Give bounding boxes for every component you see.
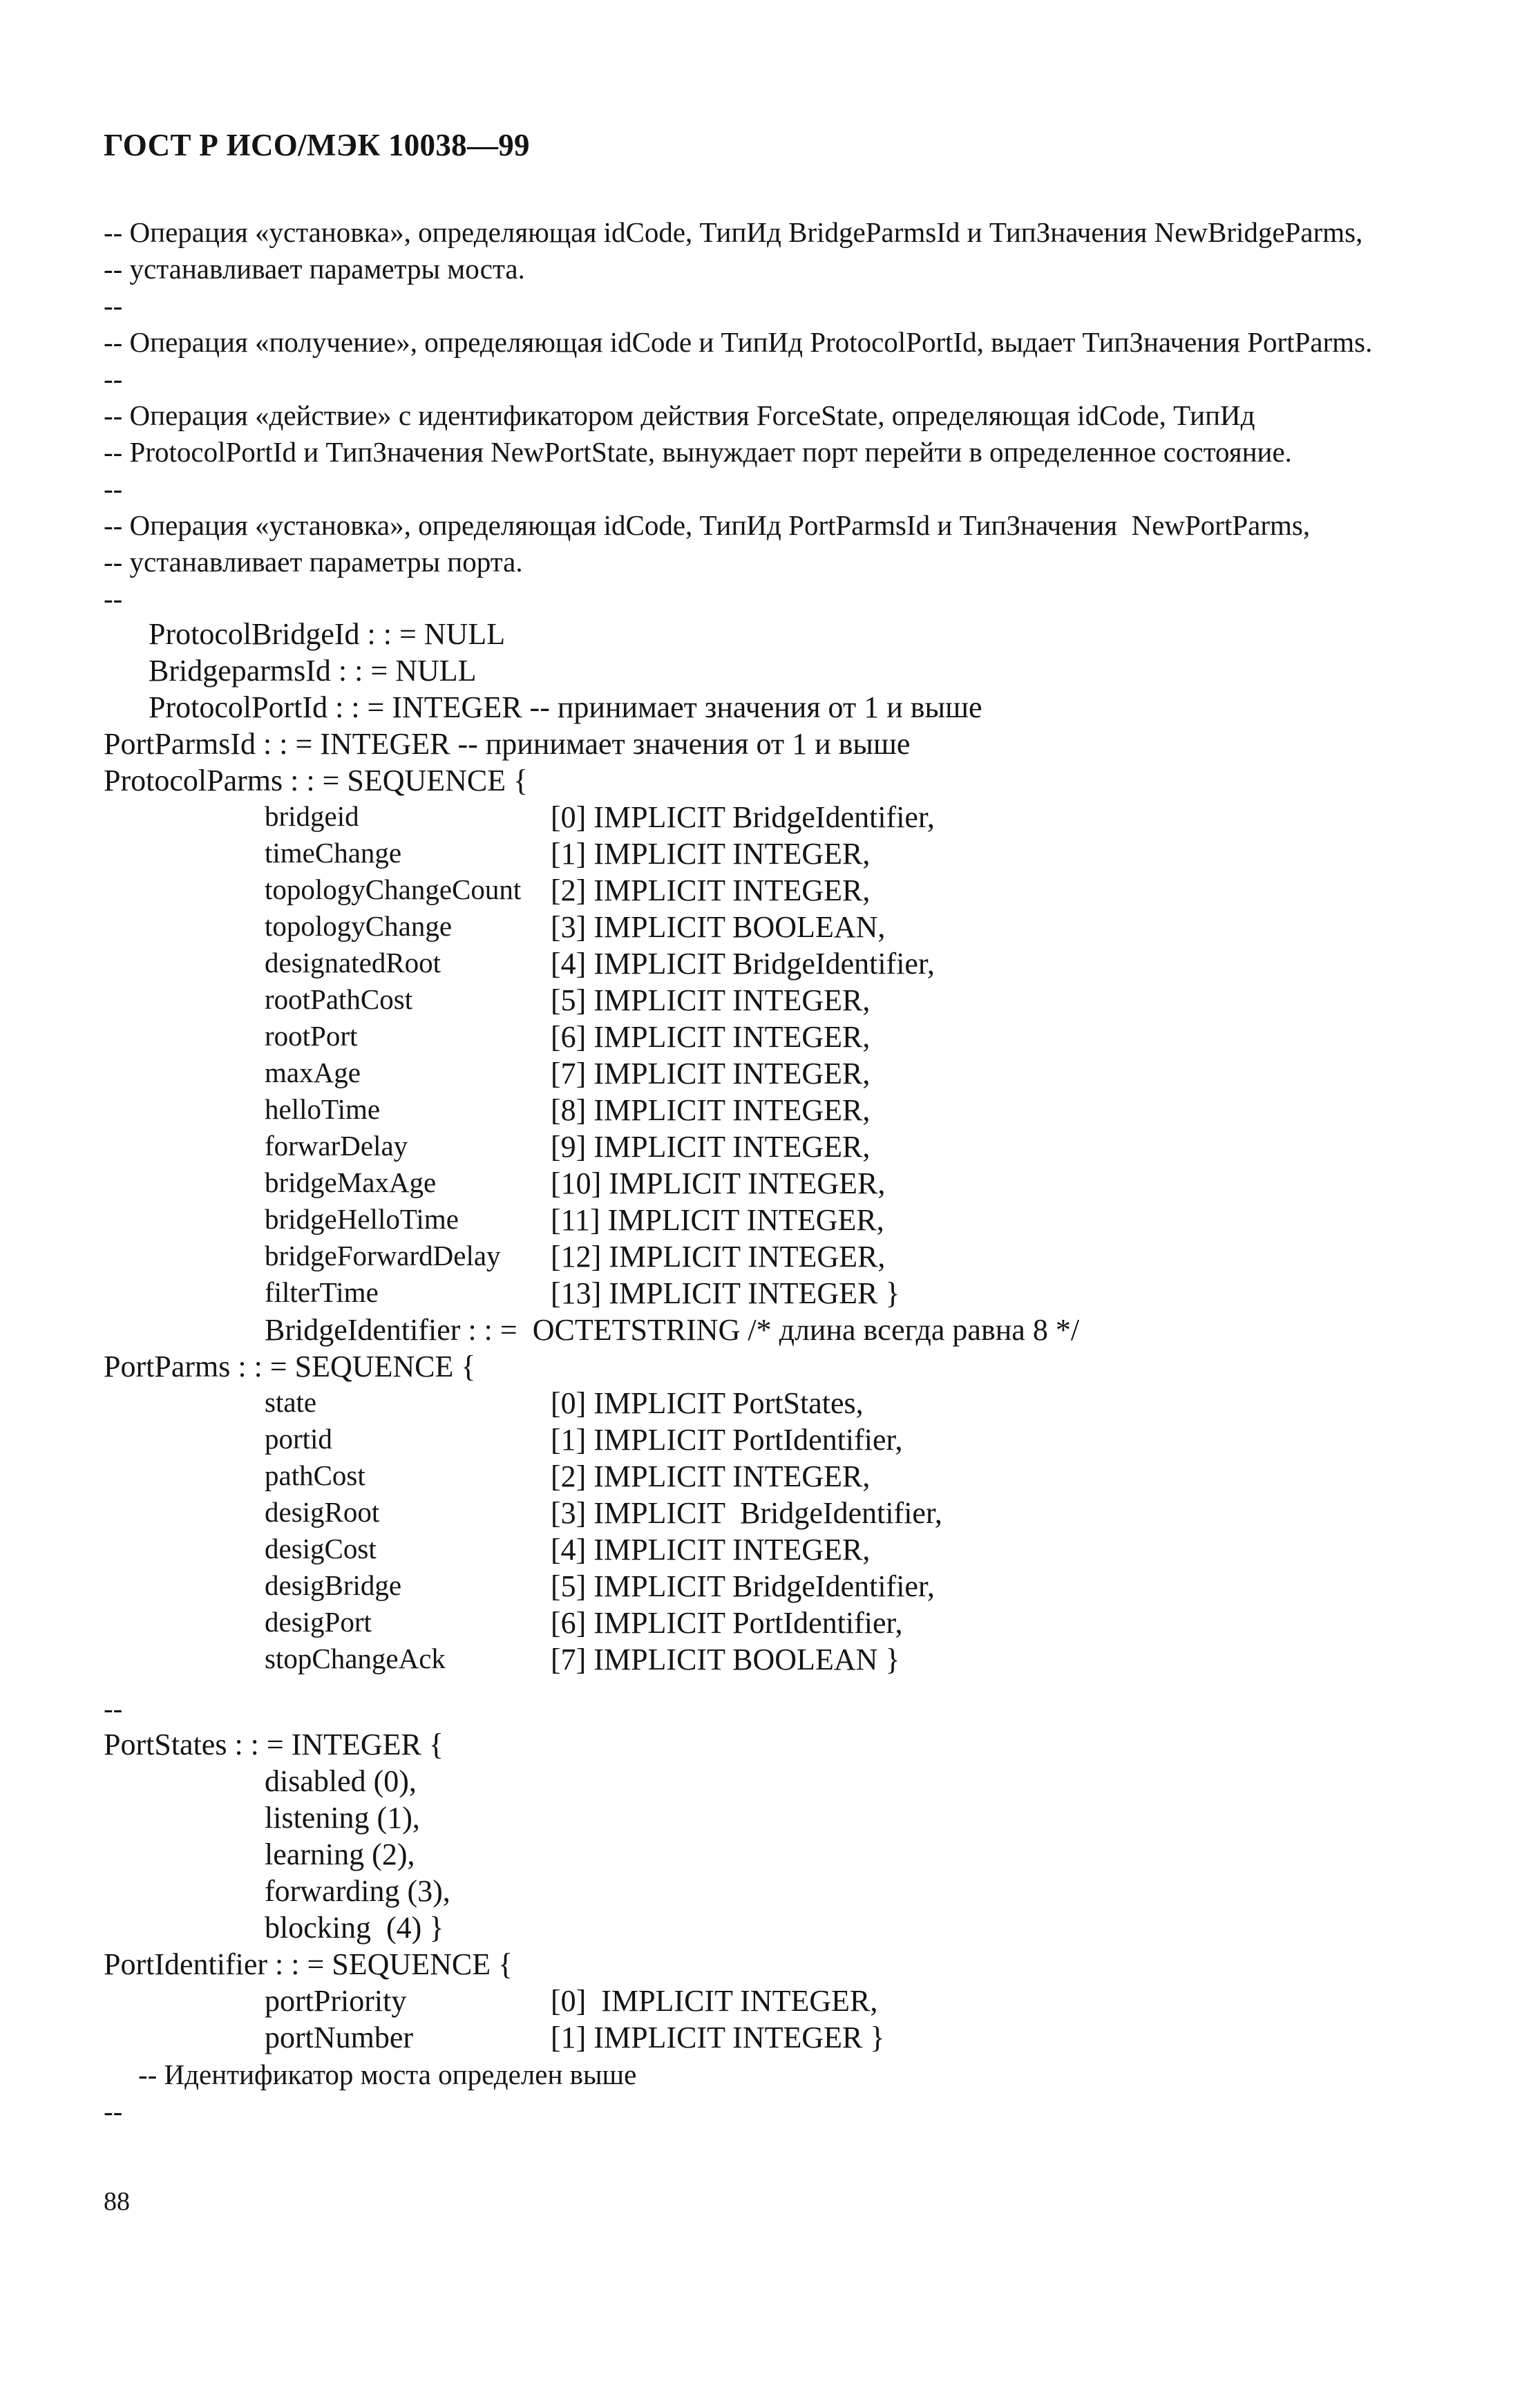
field-name: portid xyxy=(265,1423,332,1455)
comment-line: -- Операция «установка», определяющая idCode, ТипИд PortParmsId и ТипЗначения NewPortParms, xyxy=(104,509,1311,541)
field-row xyxy=(0,1459,1540,1495)
field-name: state xyxy=(265,1386,317,1418)
field-row xyxy=(0,1202,1540,1238)
field-spec: [6] IMPLICIT PortIdentifier, xyxy=(551,1606,903,1640)
field-spec: [7] IMPLICIT BOOLEAN } xyxy=(551,1643,900,1676)
field-spec: [4] IMPLICIT INTEGER, xyxy=(551,1533,871,1567)
port-state-value: forwarding (3), xyxy=(265,1874,450,1908)
decl-protocol-port-id: ProtocolPortId : : = INTEGER -- принимает значения от 1 и выше xyxy=(149,690,982,724)
field-spec: [1] IMPLICIT INTEGER, xyxy=(551,837,871,871)
field-row xyxy=(0,2020,1540,2056)
comment-line: -- Операция «действие» с идентификатором действия ForceState, определяющая idCode, ТипИд xyxy=(104,399,1255,431)
field-name: portPriority xyxy=(265,1984,407,2018)
field-name: desigRoot xyxy=(265,1496,380,1528)
field-row xyxy=(0,1422,1540,1458)
field-row xyxy=(0,1386,1540,1421)
separator-comment: -- xyxy=(104,2095,123,2127)
comment-line: -- Операция «получение», определяющая idCode и ТипИд ProtocolPortId, выдает ТипЗначения PortParms. xyxy=(104,326,1373,358)
field-name: rootPort xyxy=(265,1020,358,1052)
decl-protocol-parms: ProtocolParms : : = SEQUENCE { xyxy=(104,764,529,797)
field-name: timeChange xyxy=(265,837,402,869)
field-name: desigPort xyxy=(265,1606,372,1638)
field-spec: [0] IMPLICIT INTEGER, xyxy=(551,1984,878,2018)
field-name: forwarDelay xyxy=(265,1130,408,1162)
closing-comment: -- Идентификатор моста определен выше xyxy=(138,2059,637,2090)
decl-bridge-identifier: BridgeIdentifier : : = OCTETSTRING /* длина всегда равна 8 */ xyxy=(265,1313,1080,1347)
decl-port-parms-id: PortParmsId : : = INTEGER -- принимает значения от 1 и выше xyxy=(104,727,911,761)
field-row xyxy=(0,800,1540,835)
field-row xyxy=(0,946,1540,982)
field-name: topologyChangeCount xyxy=(265,873,522,905)
separator-comment: -- xyxy=(104,1692,123,1724)
field-name: bridgeid xyxy=(265,800,359,832)
comment-line: -- xyxy=(104,290,123,321)
port-state-value: blocking (4) } xyxy=(265,1911,444,1945)
field-spec: [3] IMPLICIT BridgeIdentifier, xyxy=(551,1496,942,1530)
field-name: filterTime xyxy=(265,1276,379,1308)
field-name: helloTime xyxy=(265,1093,381,1125)
decl-protocol-bridge-id: ProtocolBridgeId : : = NULL xyxy=(149,617,506,651)
field-row xyxy=(0,1093,1540,1128)
field-spec: [11] IMPLICIT INTEGER, xyxy=(551,1203,884,1237)
field-name: stopChangeAck xyxy=(265,1643,446,1674)
field-spec: [10] IMPLICIT INTEGER, xyxy=(551,1166,886,1200)
field-name: rootPathCost xyxy=(265,983,413,1015)
comment-line: -- ProtocolPortId и ТипЗначения NewPortState, вынуждает порт перейти в определенное состояние. xyxy=(104,436,1292,468)
field-row xyxy=(0,1642,1540,1678)
field-spec: [1] IMPLICIT INTEGER } xyxy=(551,2021,885,2054)
port-state-value: disabled (0), xyxy=(265,1764,417,1798)
field-spec: [0] IMPLICIT PortStates, xyxy=(551,1386,864,1420)
field-row xyxy=(0,1166,1540,1202)
field-spec: [3] IMPLICIT BOOLEAN, xyxy=(551,910,886,944)
field-row xyxy=(0,873,1540,909)
field-spec: [0] IMPLICIT BridgeIdentifier, xyxy=(551,800,935,834)
field-row xyxy=(0,836,1540,872)
field-spec: [7] IMPLICIT INTEGER, xyxy=(551,1057,871,1090)
field-name: designatedRoot xyxy=(265,947,441,978)
field-row xyxy=(0,1239,1540,1275)
decl-port-identifier: PortIdentifier : : = SEQUENCE { xyxy=(104,1947,513,1981)
field-row xyxy=(0,909,1540,945)
page-number: 88 xyxy=(104,2187,130,2216)
field-row xyxy=(0,1129,1540,1165)
field-spec: [6] IMPLICIT INTEGER, xyxy=(551,1020,871,1054)
field-row xyxy=(0,1056,1540,1092)
field-row xyxy=(0,1532,1540,1568)
comment-line: -- Операция «установка», определяющая idCode, ТипИд BridgeParmsId и ТипЗначения NewBridgeParms, xyxy=(104,216,1363,248)
field-row xyxy=(0,1019,1540,1055)
field-spec: [2] IMPLICIT INTEGER, xyxy=(551,1459,871,1493)
comment-line: -- устанавливает параметры моста. xyxy=(104,253,525,285)
comment-line: -- xyxy=(104,473,123,504)
field-name: maxAge xyxy=(265,1057,361,1088)
decl-bridge-parms-id: BridgeparmsId : : = NULL xyxy=(149,654,477,688)
field-row xyxy=(0,1983,1540,2019)
field-name: pathCost xyxy=(265,1459,365,1491)
field-row xyxy=(0,983,1540,1019)
field-row xyxy=(0,1605,1540,1641)
port-state-value: learning (2), xyxy=(265,1837,415,1871)
field-name: bridgeMaxAge xyxy=(265,1166,437,1198)
field-spec: [2] IMPLICIT INTEGER, xyxy=(551,873,871,907)
port-state-value: listening (1), xyxy=(265,1801,420,1835)
field-name: portNumber xyxy=(265,2021,414,2054)
field-spec: [12] IMPLICIT INTEGER, xyxy=(551,1240,886,1274)
field-spec: [9] IMPLICIT INTEGER, xyxy=(551,1130,871,1164)
field-name: topologyChange xyxy=(265,910,453,942)
decl-port-parms: PortParms : : = SEQUENCE { xyxy=(104,1350,476,1383)
field-name: desigCost xyxy=(265,1533,377,1564)
field-name: bridgeHelloTime xyxy=(265,1203,459,1235)
field-row xyxy=(0,1569,1540,1605)
field-spec: [13] IMPLICIT INTEGER } xyxy=(551,1276,900,1310)
decl-port-states: PortStates : : = INTEGER { xyxy=(104,1728,444,1761)
field-spec: [5] IMPLICIT BridgeIdentifier, xyxy=(551,1569,935,1603)
field-name: bridgeForwardDelay xyxy=(265,1240,501,1271)
page-header: ГОСТ Р ИСО/МЭК 10038—99 xyxy=(104,128,530,162)
field-row xyxy=(0,1495,1540,1531)
field-spec: [8] IMPLICIT INTEGER, xyxy=(551,1093,871,1127)
field-spec: [1] IMPLICIT PortIdentifier, xyxy=(551,1423,903,1457)
field-spec: [5] IMPLICIT INTEGER, xyxy=(551,983,871,1017)
comment-line: -- устанавливает параметры порта. xyxy=(104,546,523,578)
field-spec: [4] IMPLICIT BridgeIdentifier, xyxy=(551,947,935,981)
comment-line: -- xyxy=(104,583,123,614)
field-row xyxy=(0,1276,1540,1312)
comment-line: -- xyxy=(104,363,123,395)
field-name: desigBridge xyxy=(265,1569,402,1601)
